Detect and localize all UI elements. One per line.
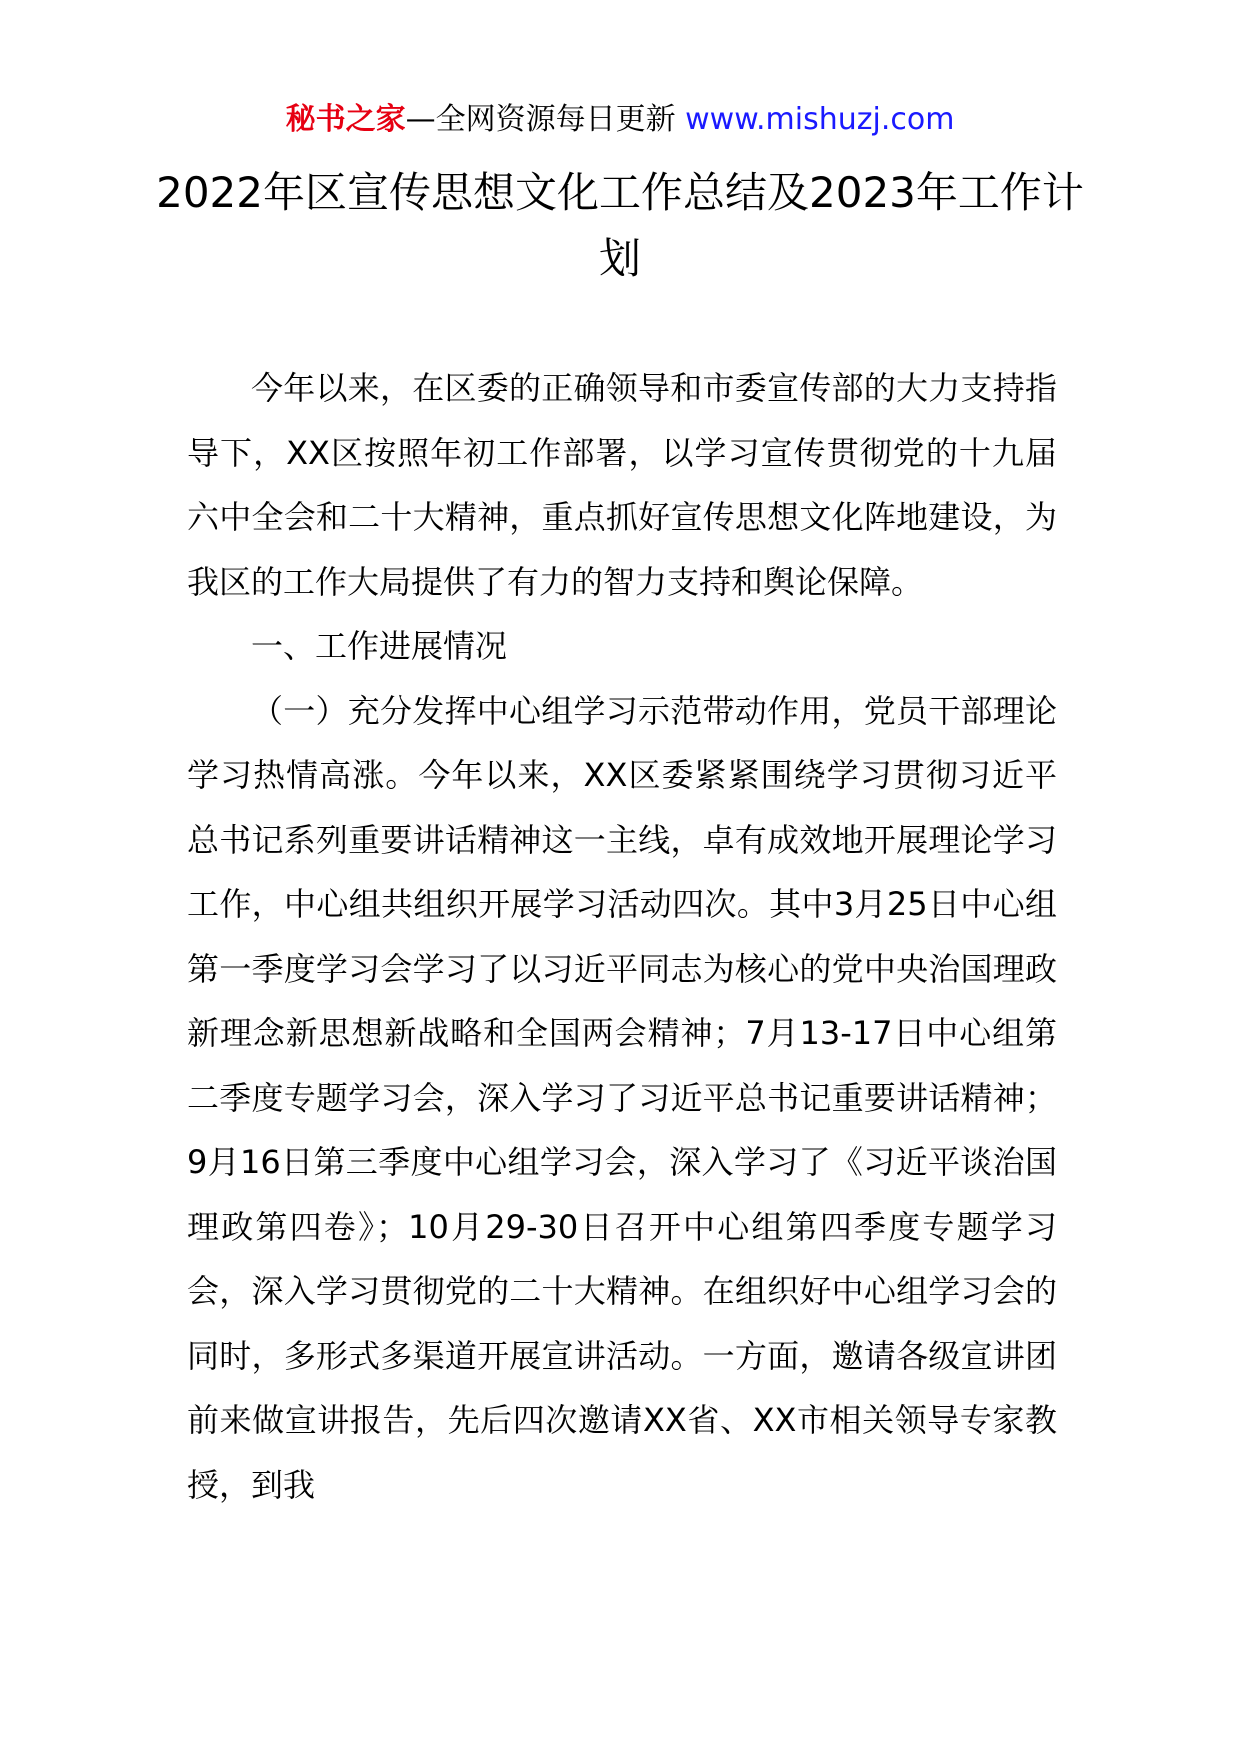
section-heading: 一、工作进展情况 [251,627,508,665]
document-title: 2022年区宣传思想文化工作总结及2023年工作计划 [156,168,1084,283]
brand-tagline: —全网资源每日更新 [405,102,676,137]
watermark-header [0,100,1240,140]
body-paragraph: （一）充分发挥中心组学习示范带动作用，党员干部理论学习热情高涨。今年以来，XX区委紧紧围绕学习贯彻习近平总书记系列重要讲话精神这一主线，卓有成效地开展理论学习工作，中心组共组织开展学习活动四次。其中3月25日中心组第一季度学习会学习了以习近平同志为核心的党中央治国理政新理念新思想新战略和全国两会精神；7月13-17日中心组第二季度专题学习会，深入学习了习近平总书记重要讲话精神；9月16日第三季度中心组学习会，深入学习了《习近平谈治国理政第四卷》；10月29-30日召开中心组第四季度专题学习会，深入学习贯彻党的二十大精神。在组织好中心组学习会的同时，多形式多渠道开展宣讲活动。一方面，邀请各级宣讲团前来做宣讲报告，先后四次邀请XX省、XX市相关领导专家教授，到我 [187,691,1057,1504]
site-link[interactable]: www.mishuzj.com [685,102,955,137]
brand-name: 秘书之家 [285,102,406,137]
document-body [187,356,1057,1517]
intro-paragraph: 今年以来，在区委的正确领导和市委宣传部的大力支持指导下，XX区按照年初工作部署，以学习宣传贯彻党的十九届六中全会和二十大精神，重点抓好宣传思想文化阵地建设，为我区的工作大局提供了有力的智力支持和舆论保障。 [187,369,1057,601]
